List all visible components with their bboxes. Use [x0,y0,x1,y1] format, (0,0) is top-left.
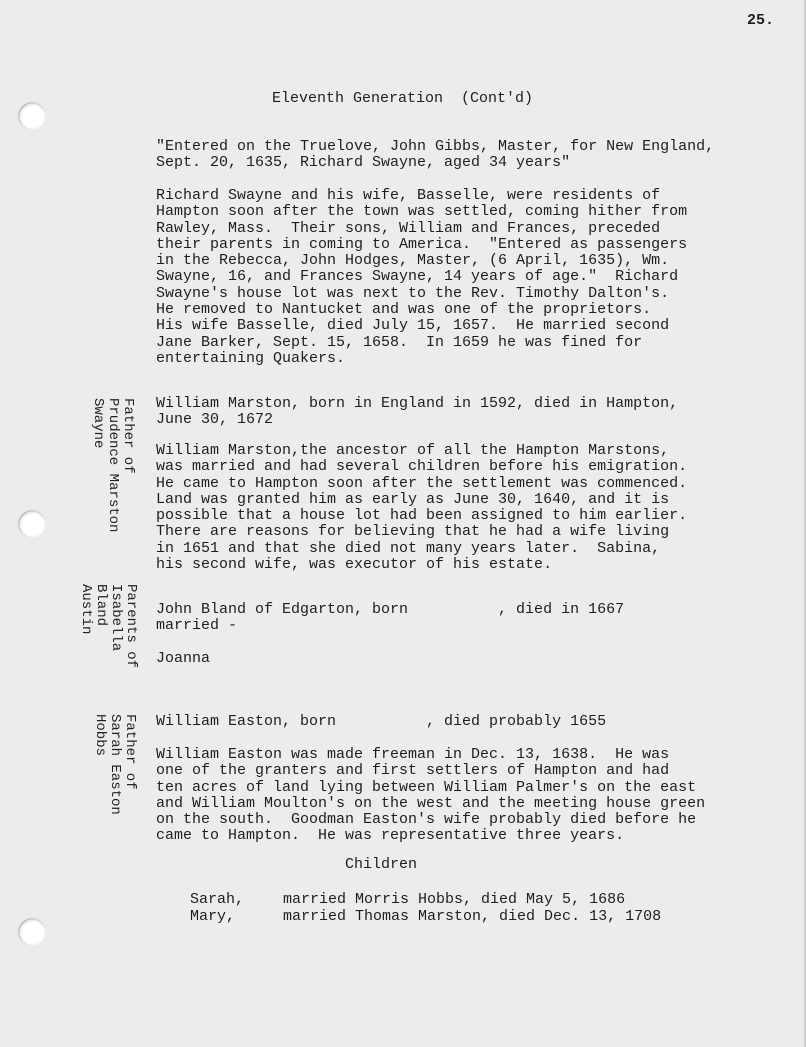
marston-header: William Marston, born in England in 1592, died in Hampton, June 30, 1672 [156,395,679,429]
child-name: Sarah, [190,891,245,908]
child-detail: married Thomas Marston, died Dec. 13, 1708 [283,908,662,925]
richard-swayne-bio: Richard Swayne and his wife, Basselle, were residents of Hampton soon after the town was settled, coming hither from Rawley, Mass. Their sons, William and Frances, preceded their parents in coming to America. "Entered as passengers in the Rebecca, John Hodges, Master, (6 April, 1635), Wm. Swayne, 16, and Frances Swayne, 14 years of age." Richard Swayne's house lot was next to the Rev. Timothy Dalton's. He removed to Nantucket and was one of the proprietors. His wife Basselle, died July 15, 1657. He married second Jane Barker, Sept. 15, 1658. In 1659 he was fined for entertaining Quakers. [156,187,688,367]
page-heading: Eleventh Generation (Cont'd) [272,90,534,107]
child-detail: married Morris Hobbs, died May 5, 1686 [283,891,626,908]
binder-hole-middle [18,510,46,538]
page-number: 25. [746,12,774,29]
child-name: Mary, [190,908,236,925]
bland-spouse: Joanna [156,650,211,667]
binder-hole-bottom [18,918,46,946]
bland-header: John Bland of Edgarton, born , died in 1667 married - [156,601,625,635]
bland-side-label: Parents of Isabella Bland Austin [78,584,139,669]
marston-side-label: Father of Prudence Marston Swayne [90,398,136,533]
easton-bio: William Easton was made freeman in Dec. 13, 1638. He was one of the granters and first settlers of Hampton and had ten acres of land lying between William Palmer's on the east and William Moulton's on the west and the meeting house green on the south. Goodman Easton's wife probably died before he came to Hampton. He was representative three years. [156,746,706,845]
child-row [154,891,661,942]
easton-header: William Easton, born , died probably 1655 [156,713,607,730]
marston-bio: William Marston,the ancestor of all the Hampton Marstons, was married and had several children before his emigration. He came to Hampton soon after the settlement was commenced. Land was granted him as early as June 30, 1640, and it is possible that a house lot had been assigned to him earlier. There are reasons for believing that he had a wife living in 1651 and that she died not many years later. Sabina, his second wife, was executor of his estate. [156,442,688,574]
easton-side-label: Father of Sarah Easton Hobbs [92,714,138,815]
truelove-entry: "Entered on the Truelove, John Gibbs, Master, for New England, Sept. 20, 1635, Richard Swayne, aged 34 years" [156,138,715,172]
binder-hole-top [18,102,46,130]
children-heading: Children [345,856,418,873]
